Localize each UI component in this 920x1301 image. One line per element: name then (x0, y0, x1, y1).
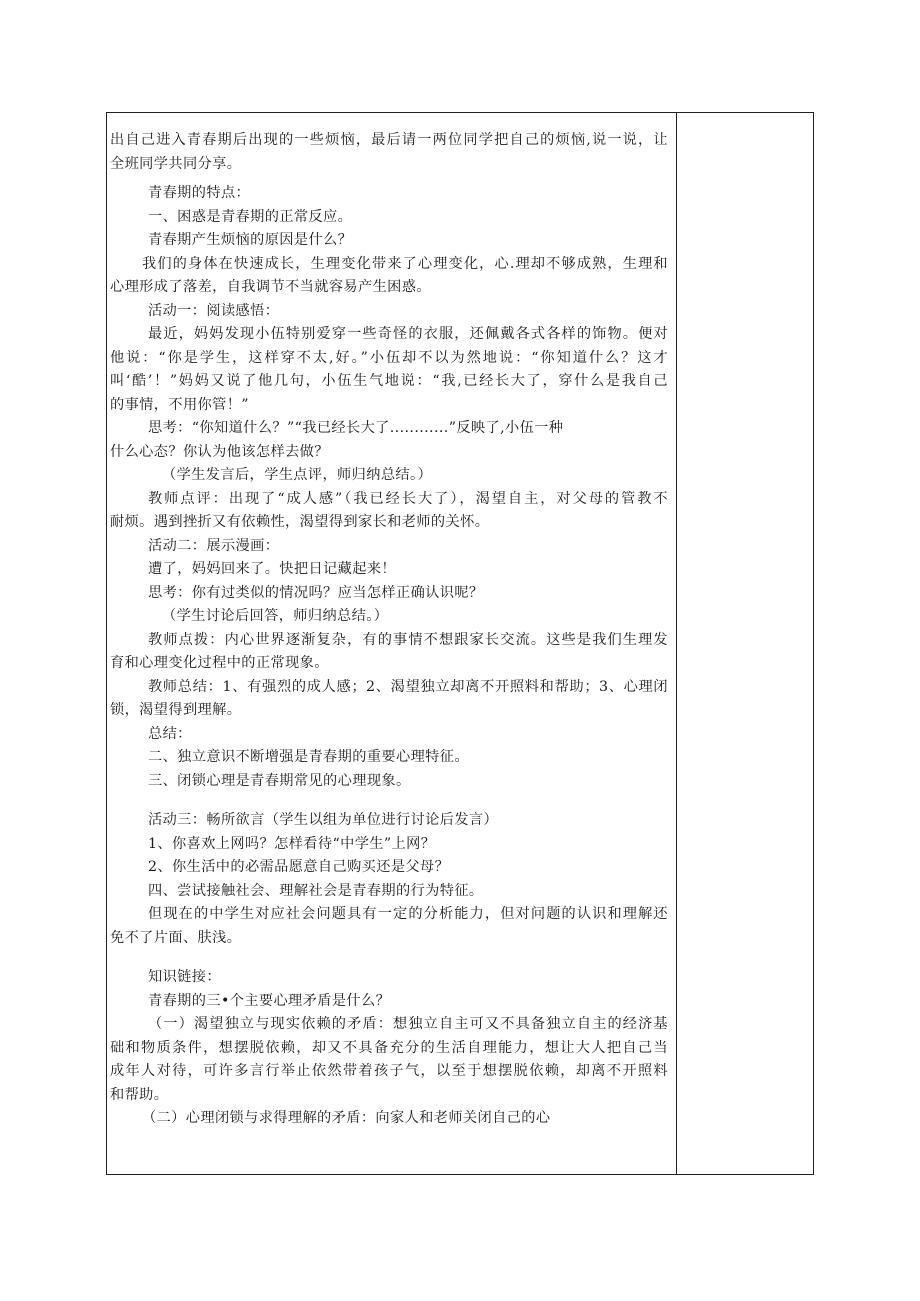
text-line: 1、你喜欢上网吗？怎样看待“中学生”上网？ (148, 835, 436, 852)
lesson-table (106, 112, 814, 1175)
text-line: 总结： (148, 725, 192, 742)
text-line: 耐烦。遇到挫折又有依赖性，渴望得到家长和老师的关怀。 (110, 514, 490, 530)
text-line: 思考：你有过类似的情况吗？应当怎样正确认识呢？ (148, 584, 484, 601)
text-line: 四、尝试接触社会、理解社会是青春期的行为特征。 (148, 882, 484, 899)
text-line: 锁，渴望得到理解。 (110, 702, 242, 718)
text-line: 教师点评：出现了“成人感”（我已经长大了），渴望自主，对父母的管教不 (148, 490, 668, 507)
text-line: 免不了片面、肤浅。 (110, 929, 242, 946)
text-line: 2、你生活中的必需品愿意自己购买还是父母？ (148, 859, 450, 875)
text-line: 他说：“你是学生，这样穿不太,好。”小伍却不以为然地说：“你知道什么？这才 (110, 349, 668, 366)
text-line: 知识链接： (148, 969, 221, 985)
text-line: 活动一：阅读感悟： (148, 302, 280, 319)
text-line: 教师点拨：内心世界逐渐复杂，有的事情不想跟家长交流。这些是我们生理发 (148, 631, 668, 648)
text-line: 心理形成了落差，自我调节不当就容易产生困惑。 (110, 279, 431, 295)
text-line: （学生讨论后回答，师归纳总结。） (162, 608, 389, 624)
text-line: 的事情，不用你管！” (110, 396, 249, 413)
text-line: 青春期产生烦恼的原因是什么？ (148, 232, 353, 248)
text-line: 青春期的三•个主要心理矛盾是什么？ (148, 992, 391, 1009)
text-line: 青春期的特点： (148, 185, 251, 201)
text-line: 我们的身体在快速成长，生理变化带来了心理变化，心.理却不够成熟，生理和 (142, 255, 668, 272)
text-line: 活动三：畅所欲言（学生以组为单位进行讨论后发言） (148, 812, 499, 828)
text-line: 最近，妈妈发现小伍特别爱穿一些奇怪的衣服，还佩戴各式各样的饰物。便对 (148, 326, 668, 342)
paragraph-gap (110, 950, 668, 966)
text-line: 成年人对待，可许多言行举止依然带着孩子气，以至于想摆脱依赖，却离不开照料 (110, 1063, 668, 1079)
paragraph-gap (110, 793, 668, 809)
text-line: 三、闭锁心理是青春期常见的心理现象。 (148, 772, 411, 789)
text-line: 遭了，妈妈回来了。快把日记藏起来！ (148, 561, 396, 577)
text-line: 一、困惑是青春期的正常反应。 (148, 208, 353, 225)
text-line: 活动二：展示漫画： (148, 537, 280, 554)
text-line: 础和物质条件，想摆脱依赖，却又不具备充分的生活自理能力，想让大人把自己当 (110, 1039, 668, 1056)
text-line: 叫‘酷’！”妈妈又说了他几句，小伍生气地说：“我,已经长大了，穿什么是我自己 (110, 373, 668, 389)
text-line: （学生发言后，学生点评，师归纳总结。） (162, 467, 433, 483)
text-line: 什么心态？你认为他该怎样去做？ (110, 443, 329, 460)
text-line: 和帮助。 (110, 1086, 169, 1103)
text-line: 育和心理变化过程中的正常现象。 (110, 655, 329, 671)
text-line: 出自己进入青春期后出现的一些烦恼，最后请一两位同学把自己的烦恼,说一说，让 (110, 132, 668, 148)
text-line: 教师总结：1、有强烈的成人感；2、渴望独立却离不开照料和帮助；3、心理闭 (148, 678, 668, 695)
text-line: 二、独立意识不断增强是青春期的重要心理特征。 (148, 749, 469, 765)
lesson-content-cell (107, 113, 677, 1174)
text-line: （二）心理闭锁与求得理解的矛盾：向家人和老师关闭自己的心 (142, 1110, 551, 1126)
text-line: 但现在的中学生对应社会问题具有一定的分析能力，但对问题的认识和理解还 (148, 906, 668, 922)
notes-cell (677, 113, 813, 1174)
text-line: 全班同学共同分享。 (110, 155, 242, 172)
text-line: 思考：“你知道什么？”“我已经长大了............”反映了,小伍一种 (148, 420, 564, 436)
text-line: （一）渴望独立与现实依赖的矛盾：想独立自主可又不具备独立自主的经济基 (148, 1016, 668, 1032)
